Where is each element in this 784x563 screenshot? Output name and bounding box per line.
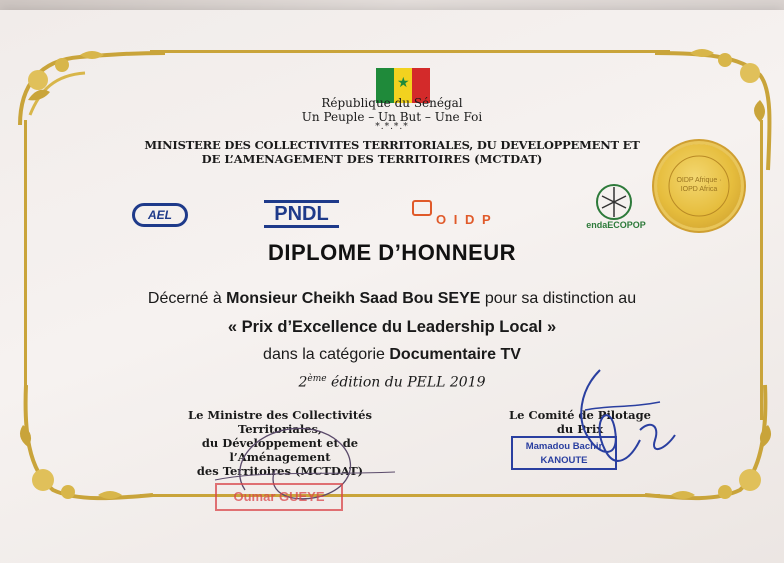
minister-title-line-2: du Développement et de l’Aménagement xyxy=(201,436,359,464)
category-name: Documentaire TV xyxy=(389,346,521,363)
oidp-logo-text: O I D P xyxy=(436,212,493,227)
minister-title-line-1: Le Ministre des Collectivités Territoriales, xyxy=(188,408,372,436)
edition-number: 2 xyxy=(298,374,308,391)
gold-seal xyxy=(657,144,741,228)
ministry-line-2: DE L’AMENAGEMENT DES TERRITOIRES (MCTDAT) xyxy=(201,152,543,166)
national-motto: Un Peuple – Un But – Une Foi xyxy=(301,110,483,124)
edition-suffix: ème xyxy=(307,374,327,384)
ael-logo-text: AEL xyxy=(148,208,172,222)
edition-text: édition du PELL 2019 xyxy=(326,374,486,391)
enda-logo-text: endaECOPOP xyxy=(586,220,646,230)
seal-text: OIDP Afrique · IOPD Africa xyxy=(676,177,722,193)
prize-name: « Prix d’Excellence du Leadership Local » xyxy=(227,318,557,336)
frame-top xyxy=(150,50,670,53)
corner-ornament-bottom-left xyxy=(8,380,158,510)
recipient-name: Monsieur Cheikh Saad Bou SEYE xyxy=(226,290,481,307)
committee-title-line-1: Le Comité de Pilotage xyxy=(509,408,651,422)
award-line-1 xyxy=(0,290,784,308)
award-suffix: pour sa distinction au xyxy=(480,290,637,307)
committee-title-line-2: du Prix xyxy=(556,422,604,436)
committee-signature-scribble xyxy=(560,360,690,490)
ministry-line-1: MINISTERE DES COLLECTIVITES TERRITORIALES, DU DEVELOPPEMENT ET xyxy=(144,138,640,152)
ael-logo xyxy=(132,203,188,227)
pndl-logo xyxy=(264,200,339,228)
stars-divider: *.*.*.* xyxy=(375,122,409,132)
award-prefix: Décerné à xyxy=(147,290,227,307)
minister-name-stamp xyxy=(215,483,343,511)
enda-globe-icon xyxy=(594,182,634,222)
pndl-logo-text: PNDL xyxy=(274,203,329,225)
oidp-logo xyxy=(410,200,530,230)
category-prefix: dans la catégorie xyxy=(263,346,390,363)
republic-name: République du Sénégal xyxy=(321,96,463,110)
diploma-sheet xyxy=(0,10,784,563)
diploma-title: DIPLOME D’HONNEUR xyxy=(267,240,517,265)
committee-stamp-text: Mamadou Bachir KANOUTE xyxy=(525,441,603,466)
enda-ecopop-logo xyxy=(578,182,650,234)
flag-star-icon: ★ xyxy=(397,75,410,91)
minister-stamp-text: Oumar GUEYE xyxy=(233,489,325,504)
oidp-speech-icon xyxy=(412,200,432,216)
minister-title-line-3: des Territoires (MCTDAT) xyxy=(196,464,364,478)
